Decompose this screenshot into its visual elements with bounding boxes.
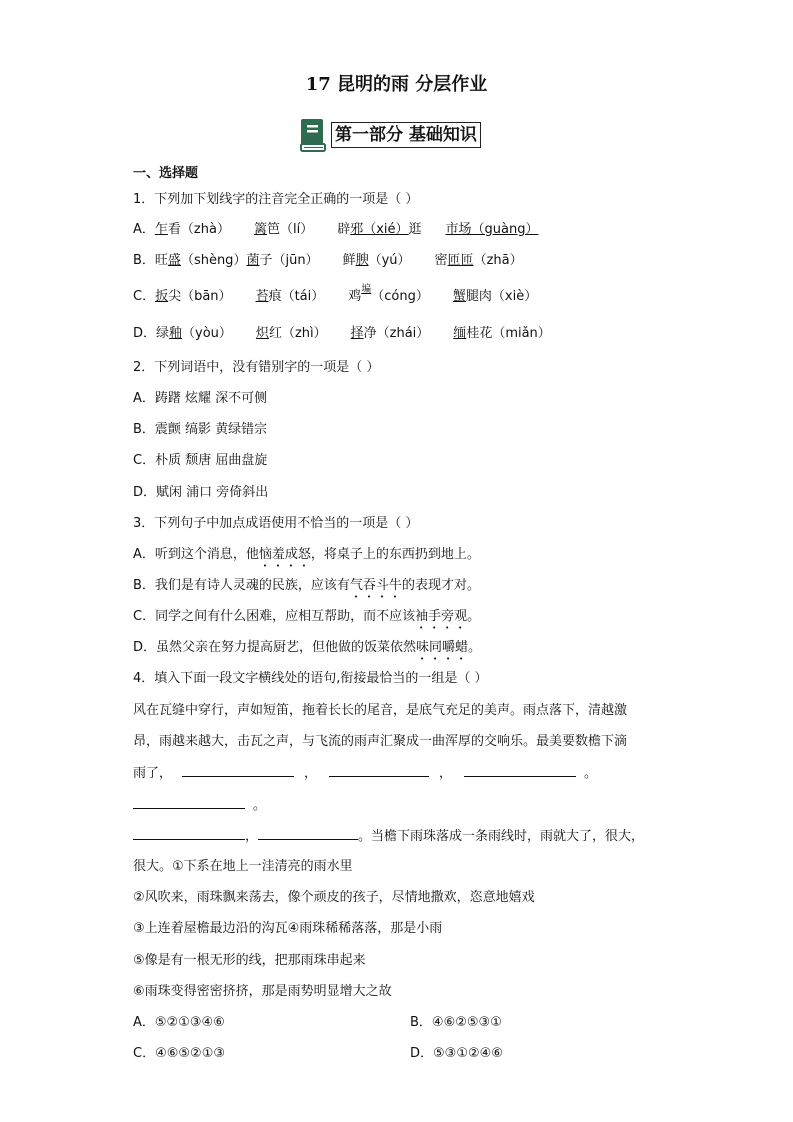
q3-stem: 3．下列句子中加点成语使用不恰当的一项是（ ） [133, 516, 419, 531]
q2-option-b: B．震颤 缟影 黄绿错宗 [133, 422, 268, 437]
q3-option-a: A．听到这个消息，他恼羞成怒，将桌子上的东西扔到地上。 [133, 547, 480, 562]
book-icon [298, 117, 328, 153]
q3-option-b: B．我们是有诗人灵魂的民族，应该有气吞斗牛的表现才对。 [133, 578, 480, 593]
q4-passage-line-6: 很大。①下系在地上一洼清亮的雨水里 [133, 859, 353, 874]
q4-passage-line-1: 风在瓦缝中穿行，声如短笛，拖着长长的尾音，是底气充足的美声。雨点落下，清越激 [133, 703, 628, 718]
page-title: 17 昆明的雨 分层作业 [305, 74, 488, 95]
banner-text: 第一部分 基础知识 [331, 122, 481, 148]
fill-blank[interactable] [182, 764, 294, 777]
q4-option-c: C．④⑥⑤②①③ [133, 1046, 226, 1061]
fill-blank[interactable] [133, 796, 245, 809]
q2-option-a: A．踌躇 炫耀 深不可侧 [133, 391, 268, 406]
q4-sentence-2: ②风吹来，雨珠飘来荡去，像个顽皮的孩子，尽情地撒欢，恣意地嬉戏 [133, 890, 535, 905]
q4-sentence-5: ⑤像是有一根无形的线，把那雨珠串起来 [133, 953, 366, 968]
q3-option-d: D．虽然父亲在努力提高厨艺，但他做的饭菜依然味同嚼蜡。 [133, 640, 482, 655]
q1-option-c: C．扳尖（bān） 苔痕（tái） 鸡$^𡎚$（cóng） 蟹腿肉（xiè） [133, 284, 538, 304]
q1-option-a: A．乍看（zhà） 篱笆（lí） 辟邪（xié）逛 市场（guàng） [133, 222, 539, 237]
q4-option-a: A．⑤②①③④⑥ [133, 1015, 225, 1030]
q1-stem: 1．下列加下划线字的注音完全正确的一项是（ ） [133, 192, 419, 207]
q2-option-c: C．朴质 颓唐 屈曲盘旋 [133, 453, 268, 468]
section-heading: 一、选择题 [133, 166, 199, 181]
fill-blank[interactable] [329, 764, 429, 777]
q4-passage-line-2: 昂，雨越来越大，击瓦之声，与飞流的雨声汇聚成一曲浑厚的交响乐。最美要数檐下滴 [133, 734, 628, 749]
q2-option-d: D．赋闲 浦口 旁倚斜出 [133, 485, 269, 500]
fill-blank[interactable] [258, 827, 358, 840]
q4-option-b: B．④⑥②⑤③① [410, 1015, 502, 1030]
q4-sentence-6: ⑥雨珠变得密密挤挤，那是雨势明显增大之故 [133, 984, 392, 999]
q4-sentence-3-4: ③上连着屋檐最边沿的沟瓦④雨珠稀稀落落，那是小雨 [133, 921, 443, 936]
q1-option-d: D．绿釉（yòu） 炽红（zhì） 择净（zhái） 缅桂花（miǎn） [133, 326, 551, 341]
q4-stem: 4．填入下面一段文字横线处的语句,衔接最恰当的一组是（ ） [133, 671, 488, 686]
q1-option-b: B．旺盛（shèng）菌子（jūn） 鲜腴（yú） 密匝匝（zhā） [133, 253, 523, 268]
q4-passage-line-3: 雨了， ， ， 。 [133, 766, 598, 781]
q3-option-c: C．同学之间有什么困难，应相互帮助，而不应该袖手旁观。 [133, 609, 481, 624]
fill-blank[interactable] [133, 827, 245, 840]
fill-blank[interactable] [464, 764, 576, 777]
q4-passage-line-5: ， 。当檐下雨珠落成一条雨线时，雨就大了，很大， [133, 827, 644, 846]
q4-option-d: D．⑤③①②④⑥ [410, 1046, 503, 1061]
q2-stem: 2．下列词语中，没有错别字的一项是（ ） [133, 360, 380, 375]
q4-passage-line-4: 。 [133, 796, 266, 815]
section-banner [298, 117, 481, 153]
